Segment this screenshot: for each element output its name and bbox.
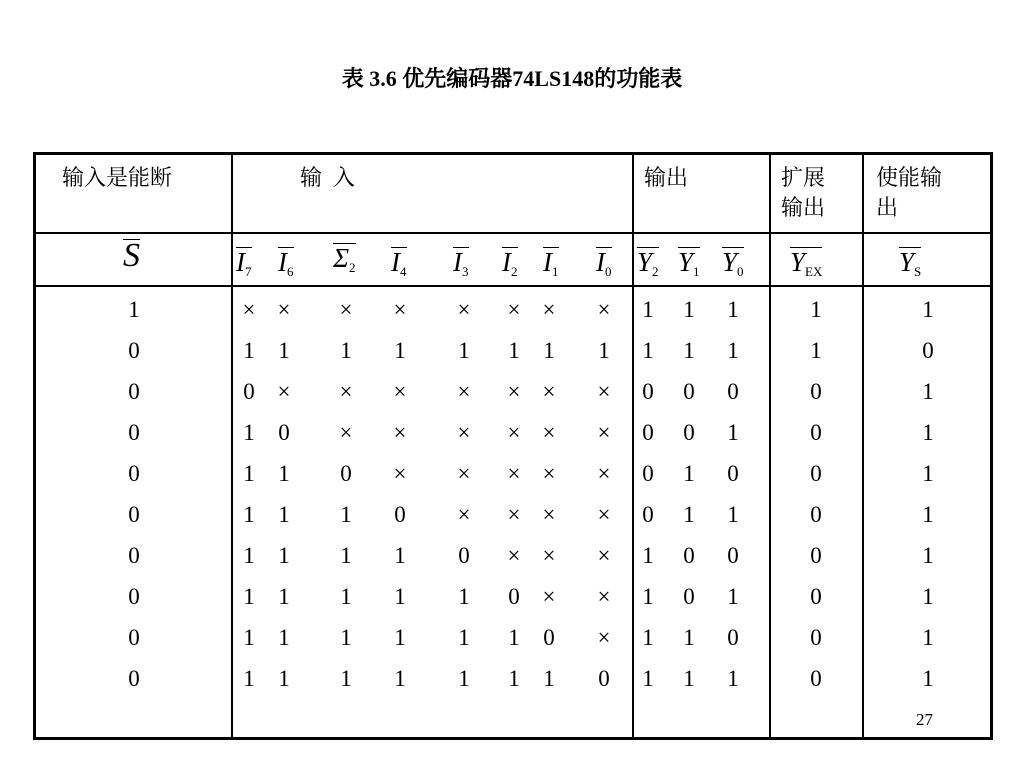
- table-cell: 0: [128, 625, 140, 650]
- table-cell: 1: [922, 543, 934, 568]
- column-divider: [862, 155, 864, 737]
- table-cell: 1: [922, 666, 934, 691]
- header-enable-input: 输入是能断: [62, 165, 173, 190]
- symbol-i0: [596, 245, 612, 289]
- table-cell: 0: [128, 379, 140, 404]
- symbol-letter: Y: [790, 247, 806, 277]
- overbar: [543, 247, 559, 248]
- table-cell: 0: [278, 420, 290, 445]
- table-cell: 1: [683, 338, 695, 363]
- table-cell: 1: [278, 461, 290, 486]
- table-cell: 1: [642, 297, 654, 322]
- table-cell: ×: [542, 502, 556, 527]
- table-cell: 0: [128, 666, 140, 691]
- table-cell: 1: [458, 338, 470, 363]
- table-cell: 1: [727, 297, 739, 322]
- table-cell: 1: [340, 584, 352, 609]
- table-cell: 1: [810, 338, 822, 363]
- table-cell: 1: [922, 420, 934, 445]
- table-cell: ×: [339, 379, 353, 404]
- table-cell: 1: [340, 502, 352, 527]
- symbol-subscript: 0: [737, 264, 744, 279]
- symbol-y2: [637, 245, 659, 289]
- table-cell: 0: [810, 543, 822, 568]
- table-cell: 0: [810, 666, 822, 691]
- symbol-subscript: EX: [805, 264, 823, 279]
- symbol-y0: [722, 245, 744, 289]
- table-cell: 0: [642, 502, 654, 527]
- table-cell: 1: [243, 461, 255, 486]
- table-cell: 1: [508, 338, 520, 363]
- table-cell: ×: [597, 379, 611, 404]
- table-cell: 1: [340, 625, 352, 650]
- table-cell: 1: [128, 297, 140, 322]
- table-cell: 0: [598, 666, 610, 691]
- table-cell: 0: [128, 543, 140, 568]
- symbol-i3: [453, 245, 469, 289]
- table-cell: 0: [683, 543, 695, 568]
- table-cell: 1: [394, 584, 406, 609]
- overbar: [790, 247, 822, 248]
- symbol-i4: [391, 245, 407, 289]
- symbol-letter: I: [453, 247, 462, 277]
- table-cell: 1: [922, 584, 934, 609]
- table-cell: 1: [922, 461, 934, 486]
- table-cell: ×: [339, 297, 353, 322]
- table-cell: ×: [277, 379, 291, 404]
- table-cell: 0: [683, 379, 695, 404]
- table-cell: ×: [507, 420, 521, 445]
- table-cell: 1: [683, 297, 695, 322]
- table-cell: 1: [278, 543, 290, 568]
- table-cell: 1: [278, 502, 290, 527]
- table-cell: 1: [243, 420, 255, 445]
- table-cell: 0: [128, 420, 140, 445]
- table-cell: 1: [243, 338, 255, 363]
- table-cell: 0: [810, 420, 822, 445]
- table-cell: 1: [394, 543, 406, 568]
- overbar: [123, 239, 140, 240]
- table-cell: ×: [542, 461, 556, 486]
- table-cell: 1: [727, 584, 739, 609]
- header-outputs: 输出: [644, 165, 689, 190]
- table-cell: 0: [243, 379, 255, 404]
- overbar: [678, 247, 700, 248]
- table-cell: 1: [810, 297, 822, 322]
- table-cell: 1: [727, 502, 739, 527]
- table-cell: 0: [458, 543, 470, 568]
- overbar: [502, 247, 518, 248]
- table-cell: 1: [642, 584, 654, 609]
- table-cell: 1: [394, 625, 406, 650]
- table-cell: 1: [642, 543, 654, 568]
- table-cell: ×: [597, 502, 611, 527]
- table-cell: 1: [278, 625, 290, 650]
- symbol-subscript: 3: [462, 264, 469, 279]
- header-expansion-output: 扩展 输出: [781, 165, 826, 220]
- table-cell: 1: [683, 502, 695, 527]
- symbol-subscript: 2: [652, 264, 659, 279]
- symbol-subscript: 7: [245, 264, 252, 279]
- table-cell: 0: [394, 502, 406, 527]
- overbar: [637, 247, 659, 248]
- table-cell: ×: [393, 379, 407, 404]
- symbol-subscript: 0: [605, 264, 612, 279]
- row-divider: [36, 232, 990, 234]
- symbol-y1: [678, 245, 700, 289]
- table-cell: 1: [922, 297, 934, 322]
- table-cell: 0: [128, 584, 140, 609]
- table-cell: 0: [810, 625, 822, 650]
- table-cell: 0: [128, 461, 140, 486]
- symbol-yex: [790, 245, 822, 289]
- symbol-letter: Y: [678, 247, 694, 277]
- table-cell: 1: [278, 584, 290, 609]
- table-cell: ×: [242, 297, 256, 322]
- table-cell: 0: [810, 584, 822, 609]
- table-cell: 1: [394, 666, 406, 691]
- table-cell: 1: [642, 666, 654, 691]
- table-cell: 0: [727, 543, 739, 568]
- symbol-letter: Y: [722, 247, 738, 277]
- table-cell: 1: [458, 625, 470, 650]
- table-cell: 1: [922, 625, 934, 650]
- overbar: [899, 247, 921, 248]
- table-cell: ×: [597, 420, 611, 445]
- overbar: [391, 247, 407, 248]
- table-cell: 0: [642, 461, 654, 486]
- table-cell: ×: [597, 625, 611, 650]
- table-cell: ×: [457, 502, 471, 527]
- symbol-letter: I: [278, 247, 287, 277]
- table-cell: ×: [393, 297, 407, 322]
- table-cell: ×: [457, 420, 471, 445]
- table-cell: 0: [340, 461, 352, 486]
- overbar: [333, 243, 356, 244]
- table-cell: 1: [340, 543, 352, 568]
- table-cell: 1: [543, 338, 555, 363]
- table-cell: 0: [128, 502, 140, 527]
- table-cell: 1: [278, 666, 290, 691]
- table-cell: ×: [542, 379, 556, 404]
- table-cell: 0: [727, 379, 739, 404]
- table-cell: ×: [597, 584, 611, 609]
- table-cell: ×: [542, 584, 556, 609]
- table-cell: 1: [727, 338, 739, 363]
- table-cell: 1: [243, 502, 255, 527]
- symbol-subscript: 6: [287, 264, 294, 279]
- symbol-subscript: 4: [400, 264, 407, 279]
- overbar: [236, 247, 252, 248]
- table-title: 表 3.6 优先编码器74LS148的功能表: [341, 66, 683, 91]
- symbol-subscript: 1: [552, 264, 559, 279]
- table-cell: ×: [507, 543, 521, 568]
- table-cell: 0: [727, 625, 739, 650]
- table-cell: ×: [542, 543, 556, 568]
- header-enable-output: 使能输 出: [876, 165, 943, 220]
- column-divider: [632, 155, 634, 737]
- table-cell: ×: [393, 461, 407, 486]
- table-cell: 1: [458, 584, 470, 609]
- symbol-i5: [333, 241, 356, 285]
- table-cell: 1: [727, 420, 739, 445]
- table-cell: 1: [243, 666, 255, 691]
- overbar: [722, 247, 744, 248]
- symbol-letter: Y: [637, 247, 653, 277]
- table-cell: 1: [683, 666, 695, 691]
- table-cell: 0: [922, 338, 934, 363]
- table-cell: 1: [278, 338, 290, 363]
- table-cell: 1: [508, 666, 520, 691]
- table-cell: 1: [394, 338, 406, 363]
- table-cell: 0: [810, 502, 822, 527]
- symbol-letter: S: [123, 237, 140, 274]
- table-cell: 0: [642, 420, 654, 445]
- table-cell: 0: [810, 379, 822, 404]
- table-cell: 1: [642, 338, 654, 363]
- table-cell: 1: [727, 666, 739, 691]
- symbol-letter: I: [502, 247, 511, 277]
- symbol-letter: Y: [899, 247, 915, 277]
- symbol-i7: [236, 245, 252, 289]
- table-cell: 0: [683, 584, 695, 609]
- column-divider: [769, 155, 771, 737]
- table-cell: 1: [922, 379, 934, 404]
- table-cell: ×: [393, 420, 407, 445]
- header-inputs: 输 入: [300, 165, 356, 190]
- symbol-letter: I: [543, 247, 552, 277]
- page-number: 27: [916, 710, 933, 729]
- table-cell: 1: [598, 338, 610, 363]
- function-table: [33, 152, 993, 740]
- table-cell: 1: [922, 502, 934, 527]
- symbol-i1: [543, 245, 559, 289]
- table-cell: ×: [339, 420, 353, 445]
- table-cell: 0: [508, 584, 520, 609]
- symbol-i6: [278, 245, 294, 289]
- table-cell: 1: [508, 625, 520, 650]
- table-cell: 0: [128, 338, 140, 363]
- symbol-subscript: S: [914, 264, 922, 279]
- table-cell: 0: [810, 461, 822, 486]
- symbol-letter: I: [596, 247, 605, 277]
- table-cell: ×: [542, 420, 556, 445]
- table-cell: 1: [340, 338, 352, 363]
- symbol-letter: I: [236, 247, 245, 277]
- table-cell: ×: [597, 297, 611, 322]
- table-cell: ×: [457, 461, 471, 486]
- column-divider: [231, 155, 233, 737]
- table-cell: ×: [597, 461, 611, 486]
- symbol-subscript: 2: [511, 264, 518, 279]
- table-cell: ×: [507, 502, 521, 527]
- table-cell: 1: [683, 625, 695, 650]
- table-cell: 1: [340, 666, 352, 691]
- table-cell: ×: [597, 543, 611, 568]
- table-cell: 1: [642, 625, 654, 650]
- table-cell: 1: [683, 461, 695, 486]
- table-cell: ×: [542, 297, 556, 322]
- table-cell: 0: [543, 625, 555, 650]
- overbar: [278, 247, 294, 248]
- symbol-s: [123, 237, 140, 275]
- symbol-subscript: 2: [349, 260, 356, 275]
- overbar: [596, 247, 612, 248]
- table-cell: ×: [277, 297, 291, 322]
- table-cell: 0: [642, 379, 654, 404]
- table-cell: 1: [243, 625, 255, 650]
- table-cell: 0: [727, 461, 739, 486]
- table-cell: ×: [457, 297, 471, 322]
- overbar: [453, 247, 469, 248]
- table-cell: 0: [683, 420, 695, 445]
- table-cell: ×: [507, 461, 521, 486]
- symbol-letter: Σ: [333, 243, 350, 273]
- symbol-subscript: 1: [693, 264, 700, 279]
- table-cell: ×: [457, 379, 471, 404]
- symbol-letter: I: [391, 247, 400, 277]
- symbol-i2: [502, 245, 518, 289]
- table-cell: ×: [507, 379, 521, 404]
- table-cell: 1: [458, 666, 470, 691]
- table-cell: ×: [507, 297, 521, 322]
- table-cell: 1: [243, 584, 255, 609]
- table-cell: 1: [243, 543, 255, 568]
- table-cell: 1: [543, 666, 555, 691]
- symbol-ys: [899, 245, 921, 289]
